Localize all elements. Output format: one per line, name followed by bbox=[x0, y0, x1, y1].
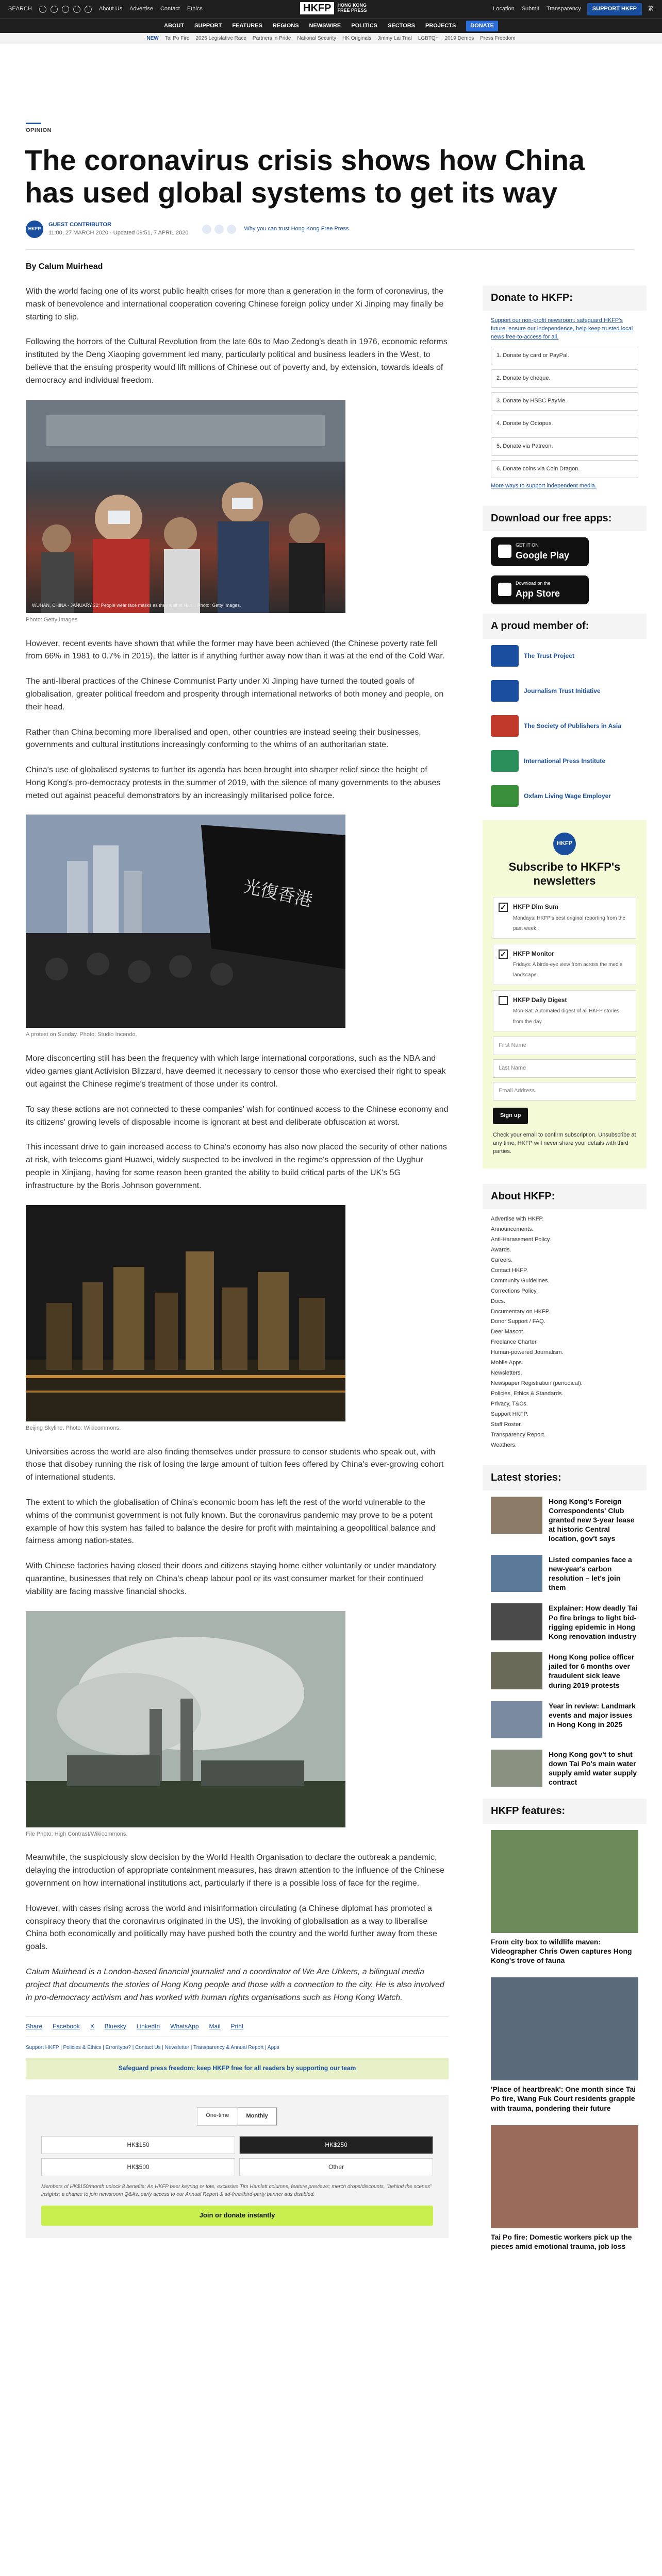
nav-item-regions[interactable]: REGIONS bbox=[272, 22, 299, 29]
article-author: By Calum Muirhead bbox=[26, 262, 103, 271]
topbar-link[interactable]: Advertise bbox=[129, 6, 153, 12]
newsletter-note: Check your email to confirm subscription. Unsubscribe at any time, HKFP will never share your details with third parties. bbox=[493, 1132, 636, 1155]
feature-story[interactable] bbox=[491, 2125, 638, 2251]
topbar-link[interactable]: Ethics bbox=[187, 6, 203, 12]
paragraph: Following the horrors of the Cultural Revolution from the late 60s to Mao Zedong's death in 1976, economic reforms instituted by the Deng Xiaoping government led many, particularly political and business leaders in the West, to believe that the ensuing prosperity would lift millions of Chinese out of poverty and, by extension, towards ideals of democracy and individual freedom. bbox=[26, 337, 448, 385]
trending-item[interactable]: Partners in Pride bbox=[252, 35, 291, 41]
about-list bbox=[491, 1215, 638, 1450]
policy-links[interactable]: Support HKFP | Policies & Ethics | Error/typo? | Contact Us | Newsletter | Transparency & Annual Report | Apps bbox=[26, 2044, 279, 2050]
google-play-icon bbox=[498, 545, 511, 558]
option-desc: Fridays: A birds-eye view from across the media landscape. bbox=[513, 961, 623, 978]
latest-story[interactable] bbox=[491, 1750, 638, 1787]
story-thumbnail bbox=[491, 1603, 542, 1640]
apple-icon bbox=[498, 583, 511, 596]
newsletter-option-dimsum[interactable] bbox=[493, 897, 636, 938]
linkedin-icon[interactable] bbox=[85, 6, 92, 13]
byline-share-icons bbox=[202, 225, 236, 234]
latest-story[interactable] bbox=[491, 1603, 638, 1641]
byline-author[interactable]: GUEST CONTRIBUTOR bbox=[48, 222, 112, 228]
monthly-option[interactable]: Monthly bbox=[238, 2108, 277, 2125]
photo-caption-overlay: WUHAN, CHINA - JANUARY 22: People wear face masks as they wait at Han... Photo: Getty Images. bbox=[32, 602, 241, 608]
about-item[interactable]: Transparency Report. bbox=[491, 1431, 545, 1438]
byline-date: 11:00, 27 MARCH 2020 · Updated 09:51, 7 APRIL 2020 bbox=[48, 230, 189, 236]
about-item[interactable]: Corrections Policy. bbox=[491, 1287, 538, 1294]
paragraph: To say these actions are not connected to these companies' wish for continued access to the Chinese economy and its citizens' growing levels of disposable income is ignorant at best and deliberate obfuscation at worst. bbox=[26, 1105, 449, 1127]
youtube-icon[interactable] bbox=[73, 6, 80, 13]
features-heading: HKFP features: bbox=[483, 1799, 647, 1824]
feature-image bbox=[491, 1830, 638, 1933]
share-bluesky[interactable]: Bluesky bbox=[104, 2023, 126, 2030]
trending-item[interactable]: LGBTQ+ bbox=[418, 35, 439, 41]
member-name: Journalism Trust Initiative bbox=[524, 687, 601, 694]
feature-image bbox=[491, 1977, 638, 2080]
option-desc: Mon-Sat: Automated digest of all HKFP stories from the day. bbox=[513, 1008, 620, 1025]
share-mail[interactable]: Mail bbox=[209, 2023, 221, 2030]
apps-heading: Download our free apps: bbox=[483, 506, 647, 531]
facebook-icon[interactable] bbox=[202, 225, 211, 234]
about-item[interactable]: Advertise with HKFP. bbox=[491, 1216, 544, 1223]
nav-item-sectors[interactable]: SECTORS bbox=[388, 22, 415, 29]
trending-item[interactable]: Jimmy Lai Trial bbox=[377, 35, 412, 41]
support-strip[interactable]: Safeguard press freedom; keep HKFP free for all readers by supporting our team bbox=[26, 2058, 449, 2079]
feature-title: 'Place of heartbreak': One month since Tai Po fire, Wang Fuk Court residents grapple with trauma, pondering their future bbox=[491, 2085, 636, 2112]
paragraph: Meanwhile, the suspiciously slow decision by the World Health Organisation to declare the outbreak a pandemic, delaying the introduction of appropriate containment measures, has drawn attention to the influence of the Chinese government on how international institutions act, particularly if there is a possible loss of face for the regime. bbox=[26, 1853, 445, 1888]
google-play-label: Google Play bbox=[516, 550, 570, 561]
photo-caption: Beijing Skyline. Photo: Wikicommons. bbox=[26, 1425, 121, 1431]
app-store-button[interactable] bbox=[491, 575, 589, 604]
story-thumbnail bbox=[491, 1652, 542, 1689]
crowd-illustration bbox=[26, 400, 345, 613]
oxfam-logo bbox=[491, 785, 519, 807]
paragraph: This incessant drive to gain increased access to China's economy has also now placed the security of other nations at risk, with telecoms giant Huawei, widely suspected to be involved in the regime's oppression of the Uyghur people in Xinjiang, having for some reason been granted the ability to build critical parts of the UK's 5G infrastructure by the Boris Johnson government. bbox=[26, 1143, 447, 1190]
story-title: Hong Kong police officer jailed for 6 months over fraudulent sick leave during 2019 protests bbox=[549, 1653, 635, 1689]
share-facebook[interactable]: Facebook bbox=[53, 2023, 80, 2030]
story-thumbnail bbox=[491, 1750, 542, 1787]
about-item[interactable]: Contact HKFP. bbox=[491, 1267, 528, 1274]
paragraph: Calum Muirhead is a London-based financial journalist and a coordinator of We Are Uhkers, a bilingual media project that documents the stories of Hong Kong people and those with a connection to the city. He is also involved in pro-democracy activism and has worked with human rights organisations such as Hong Kong Watch. bbox=[26, 1968, 444, 2002]
share-linkedin[interactable]: LinkedIn bbox=[136, 2023, 160, 2030]
story-title: Listed companies face a new-year's carbon resolution – let's join them bbox=[549, 1555, 632, 1592]
nav-item-newswire[interactable]: NEWSWIRE bbox=[309, 22, 341, 29]
member-ipi[interactable] bbox=[491, 750, 638, 772]
x-icon[interactable] bbox=[214, 225, 224, 234]
feature-title: Tai Po fire: Domestic workers pick up the pieces amid emotional trauma, job loss bbox=[491, 2232, 632, 2250]
trending-item[interactable]: National Security bbox=[297, 35, 336, 41]
latest-story[interactable] bbox=[491, 1652, 638, 1690]
trust-project-logo bbox=[491, 645, 519, 667]
sidebar bbox=[483, 285, 647, 2263]
article-photo-protest bbox=[26, 815, 345, 1028]
trending-item[interactable]: 2019 Demos bbox=[444, 35, 474, 41]
option-title: HKFP Monitor bbox=[513, 950, 554, 957]
story-thumbnail bbox=[491, 1701, 542, 1738]
logo-line2: FREE PRESS bbox=[337, 8, 367, 13]
story-title: Explainer: How deadly Tai Po fire brings to light bid-rigging epidemic in Hong Kong renovation industry bbox=[549, 1604, 638, 1640]
membership-note: Members of HK$150/month unlock 8 benefits: An HKFP beer keyring or tote, exclusive Tim Hamlett columns, feature previews; merch drops/discounts, "behind the scenes" insights; a chance to join newsroom Q&As, early access to our Annual Report & ad-free/third-party banner ads disabled. bbox=[41, 2184, 432, 2197]
paragraph: With Chinese factories having closed their doors and citizens staying home either voluntarily or under mandatory quarantine, businesses that rely on China's cheap labour pool or its vast consumer market for their continued viability are facing massive financial shocks. bbox=[26, 1562, 436, 1596]
nav-donate-button[interactable]: DONATE bbox=[466, 21, 498, 32]
newsletter-badge: HKFP bbox=[553, 833, 576, 855]
about-item[interactable]: Newsletters. bbox=[491, 1370, 522, 1377]
feature-story[interactable] bbox=[491, 1977, 638, 2113]
facebook-icon[interactable] bbox=[39, 6, 46, 13]
frequency-toggle bbox=[197, 2107, 277, 2126]
story-title: Year in review: Landmark events and major issues in Hong Kong in 2025 bbox=[549, 1701, 636, 1729]
pay-option-octopus[interactable]: 4. Donate by Octopus. bbox=[491, 415, 638, 433]
nav-item-support[interactable]: SUPPORT bbox=[194, 22, 222, 29]
article-photo-wuhan-station bbox=[26, 400, 345, 613]
trending-item[interactable]: Press Freedom bbox=[480, 35, 516, 41]
about-item[interactable]: Newspaper Registration (periodical). bbox=[491, 1380, 583, 1387]
article-title: The coronavirus crisis shows how China has used global systems to get its way bbox=[25, 144, 585, 209]
google-play-small: GET IT ON bbox=[516, 542, 539, 548]
nav-item-about[interactable]: ABOUT bbox=[164, 22, 185, 29]
member-oxfam[interactable] bbox=[491, 785, 638, 807]
photo-caption: File Photo: High Contrast/Wikicommons. bbox=[26, 1831, 128, 1837]
paragraph: Rather than China becoming more liberalised and open, other countries are instead seeing their businesses, governments and cultural institutions increasingly conforming to the whims of an authoritarian state. bbox=[26, 727, 421, 750]
signup-button[interactable]: Sign up bbox=[493, 1108, 528, 1124]
article-body bbox=[26, 285, 449, 2238]
about-item[interactable]: Announcements. bbox=[491, 1226, 534, 1233]
pay-option-cheque[interactable]: 2. Donate by cheque. bbox=[491, 369, 638, 388]
checkbox-checked[interactable] bbox=[499, 903, 508, 912]
share-print[interactable]: Print bbox=[230, 2023, 244, 2030]
trending-item[interactable]: Tai Po Fire bbox=[164, 35, 190, 41]
one-time-option[interactable]: One-time bbox=[197, 2108, 237, 2125]
author-avatar: HKFP bbox=[26, 221, 43, 238]
jti-logo bbox=[491, 680, 519, 702]
share-bar bbox=[26, 2016, 449, 2037]
member-name: The Society of Publishers in Asia bbox=[524, 722, 621, 730]
member-name: The Trust Project bbox=[524, 652, 575, 659]
member-name: Oxfam Living Wage Employer bbox=[524, 792, 611, 800]
paragraph: However, with cases rising across the world and misinformation circulating (a Chinese diplomat has promoted a conspiracy theory that the coronavirus originated in the US), the invoking of globalisation as a way to liberalise China both economically and politically may have pushed both the country and the world further away from these goals. bbox=[26, 1904, 437, 1952]
skyline-illustration bbox=[26, 1205, 345, 1421]
main-nav bbox=[0, 19, 662, 33]
nav-item-projects[interactable]: PROJECTS bbox=[425, 22, 456, 29]
feature-title: From city box to wildlife maven: Videographer Chris Owen captures Hong Kong's trove of fauna bbox=[491, 1937, 632, 1964]
about-item[interactable]: Docs. bbox=[491, 1298, 506, 1304]
protest-illustration bbox=[26, 815, 345, 1028]
about-heading: About HKFP: bbox=[483, 1184, 647, 1209]
amount-option[interactable]: HK$150 bbox=[41, 2136, 235, 2154]
about-item[interactable]: Policies, Ethics & Standards. bbox=[491, 1391, 564, 1397]
ipi-logo bbox=[491, 750, 519, 772]
amount-option-selected[interactable]: HK$250 bbox=[239, 2136, 433, 2154]
logo-line1: HONG KONG bbox=[337, 3, 367, 8]
trending-label: NEW bbox=[146, 35, 159, 41]
article-kicker[interactable]: OPINION bbox=[26, 127, 52, 133]
topbar-link[interactable]: Transparency bbox=[546, 6, 581, 12]
hkfp-logo[interactable] bbox=[300, 2, 367, 14]
paragraph: With the world facing one of its worst public health crises for more than a generation in the form of coronavirus, the mask of benevolence and international cooperation covering Chinese foreign policy under Xi Jinping may finally be starting to slip. bbox=[26, 287, 444, 321]
share-label: Share bbox=[26, 2023, 43, 2030]
byline-meta bbox=[48, 221, 189, 238]
language-toggle[interactable]: 繁 bbox=[648, 6, 654, 12]
more-ways-link[interactable]: More ways to support independent media. bbox=[491, 483, 597, 489]
option-title: HKFP Daily Digest bbox=[513, 996, 567, 1004]
member-name: International Press Institute bbox=[524, 757, 606, 765]
story-title: Hong Kong gov't to shut down Tai Po's main water supply amid water supply contract bbox=[549, 1750, 637, 1787]
amount-option[interactable]: HK$500 bbox=[41, 2158, 235, 2176]
topbar-link[interactable]: About Us bbox=[98, 6, 123, 12]
member-trust-project[interactable] bbox=[491, 645, 638, 667]
feature-story[interactable] bbox=[491, 1830, 638, 1965]
paragraph: More disconcerting still has been the frequency with which large international corporations, such as the NBA and video games giant Activision Blizzard, have deemed it necessary to censor those who exercised their right to speak out against the Chinese regime's treatment of those under its control. bbox=[26, 1054, 446, 1089]
factory-illustration bbox=[26, 1611, 345, 1827]
support-hkfp-button[interactable]: SUPPORT HKFP bbox=[587, 3, 642, 15]
checkbox-checked[interactable] bbox=[499, 950, 508, 959]
about-item[interactable]: Weathers. bbox=[491, 1442, 517, 1448]
topbar-link[interactable]: Submit bbox=[521, 6, 539, 12]
about-item[interactable]: Donor Support / FAQ. bbox=[491, 1318, 545, 1325]
paragraph: The anti-liberal practices of the Chinese Communist Party under Xi Jinping have turned the touted goals of globalisation, greater political freedom and prosperity through international networks of both money and people, on their head. bbox=[26, 677, 444, 711]
article-photo-beijing-skyline bbox=[26, 1205, 345, 1421]
app-store-small: Download on the bbox=[516, 580, 551, 586]
story-thumbnail bbox=[491, 1555, 542, 1592]
last-name-input[interactable]: Last Name bbox=[493, 1059, 636, 1078]
topbar-link[interactable]: Location bbox=[493, 6, 515, 12]
article-photo-factory bbox=[26, 1611, 345, 1827]
share-whatsapp[interactable]: WhatsApp bbox=[170, 2023, 199, 2030]
about-item[interactable]: Human-powered Journalism. bbox=[491, 1349, 564, 1356]
donate-intro-link[interactable]: Support our non-profit newsroom: safeguard HKFP's future, ensure our independence, help keep trusted local news free-to-access for all. bbox=[491, 317, 633, 340]
svg-text:光復香港: 光復香港 bbox=[241, 876, 315, 911]
newsletter-title: Subscribe to HKFP's newsletters bbox=[508, 860, 621, 887]
trending-bar bbox=[0, 33, 662, 44]
about-item[interactable]: Support HKFP. bbox=[491, 1411, 528, 1417]
social-icons bbox=[39, 6, 92, 13]
pay-option-patreon[interactable]: 5. Donate via Patreon. bbox=[491, 437, 638, 456]
logo-text bbox=[337, 3, 367, 13]
x-icon[interactable] bbox=[51, 6, 58, 13]
about-item[interactable]: Mobile Apps. bbox=[491, 1360, 523, 1366]
member-jti[interactable] bbox=[491, 680, 638, 702]
pay-option-coins[interactable]: 6. Donate coins via Coin Dragon. bbox=[491, 460, 638, 479]
nav-item-features[interactable]: FEATURES bbox=[232, 22, 262, 29]
latest-story[interactable] bbox=[491, 1555, 638, 1592]
about-item[interactable]: Deer Mascot. bbox=[491, 1329, 525, 1335]
share-icon[interactable] bbox=[227, 225, 236, 234]
trending-item[interactable]: 2025 Legislative Race bbox=[195, 35, 246, 41]
sopa-logo bbox=[491, 715, 519, 737]
amount-option-other[interactable]: Other bbox=[239, 2158, 433, 2176]
photo-caption: A protest on Sunday. Photo: Studio Incendo. bbox=[26, 1031, 137, 1038]
trending-item[interactable]: HK Originals bbox=[342, 35, 372, 41]
nav-item-politics[interactable]: POLITICS bbox=[351, 22, 378, 29]
about-item[interactable]: Careers. bbox=[491, 1257, 513, 1263]
latest-heading: Latest stories: bbox=[483, 1465, 647, 1490]
about-item[interactable]: Documentary on HKFP. bbox=[491, 1308, 550, 1315]
google-play-button[interactable] bbox=[491, 537, 589, 566]
join-donate-button[interactable]: Join or donate instantly bbox=[41, 2206, 433, 2226]
feature-image bbox=[491, 2125, 638, 2228]
story-thumbnail bbox=[491, 1497, 542, 1534]
donate-widget bbox=[26, 2095, 449, 2239]
topbar-link[interactable]: Contact bbox=[160, 6, 180, 12]
pay-option-payme[interactable]: 3. Donate by HSBC PayMe. bbox=[491, 392, 638, 411]
first-name-input[interactable]: First Name bbox=[493, 1037, 636, 1055]
share-x[interactable]: X bbox=[90, 2023, 94, 2030]
instagram-icon[interactable] bbox=[62, 6, 69, 13]
byline bbox=[26, 221, 634, 250]
trust-link[interactable]: Why you can trust Hong Kong Free Press bbox=[244, 226, 349, 232]
pay-option-card[interactable]: 1. Donate by card or PayPal. bbox=[491, 347, 638, 365]
member-heading: A proud member of: bbox=[483, 614, 647, 639]
latest-story[interactable] bbox=[491, 1701, 638, 1738]
about-item[interactable]: Privacy, T&Cs. bbox=[491, 1400, 528, 1407]
donate-intro bbox=[491, 317, 638, 342]
photo-credit: Photo: Getty Images bbox=[26, 616, 78, 623]
member-sopa[interactable] bbox=[491, 715, 638, 737]
story-title: Hong Kong's Foreign Correspondents' Club granted new 3-year lease at historic Central location, gov't says bbox=[549, 1497, 635, 1543]
option-desc: Mondays: HKFP's best original reporting from the past week. bbox=[513, 915, 626, 932]
paragraph: The extent to which the globalisation of China's economic boom has left the rest of the world vulnerable to the whims of the communist government is not fully known. But the coronavirus pandemic may prove to be a potent example of how this system has failed to balance the desire for profit with maintaining a geopolitical balance and fairness among nation-states. bbox=[26, 1498, 436, 1546]
paragraph: However, recent events have shown that while the former may have been achieved (the Chinese poverty rate fell from 66% in 1981 to 0.7% in 2015), the latter is if anything further away now than it was at the end of the Cold War. bbox=[26, 639, 445, 661]
search-link[interactable]: SEARCH bbox=[8, 6, 32, 12]
about-item[interactable]: Community Guidelines. bbox=[491, 1277, 550, 1284]
paragraph: Universities across the world are also finding themselves under pressure to censor students who speak out, with those that disobey running the risk of losing the large amount of tuition fees offered by China's ever-growing cohort of international students. bbox=[26, 1447, 444, 1482]
option-title: HKFP Dim Sum bbox=[513, 903, 558, 911]
about-item[interactable]: Awards. bbox=[491, 1246, 511, 1253]
about-item[interactable]: Staff Roster. bbox=[491, 1421, 522, 1428]
kicker-rule bbox=[26, 123, 41, 124]
amount-options bbox=[41, 2136, 433, 2177]
donate-heading: Donate to HKFP: bbox=[483, 285, 647, 311]
newsletter-option-digest[interactable] bbox=[493, 990, 636, 1031]
logo-box: HKFP bbox=[300, 2, 334, 14]
latest-story[interactable] bbox=[491, 1497, 638, 1544]
top-bar bbox=[0, 0, 662, 19]
email-input[interactable]: Email Address bbox=[493, 1082, 636, 1100]
newsletter-option-monitor[interactable] bbox=[493, 944, 636, 985]
about-item[interactable]: Freelance Charter. bbox=[491, 1339, 538, 1346]
paragraph: China's use of globalised systems to further its agenda has been brought into sharper relief since the height of Hong Kong's pro-democracy protests in the summer of 2019, with the silence of many governments to the abuses meted out against peaceful demonstrators by an increasingly militarised police force. bbox=[26, 766, 441, 800]
newsletter-box bbox=[483, 820, 647, 1168]
app-store-label: App Store bbox=[516, 588, 560, 599]
about-item[interactable]: Anti-Harassment Policy. bbox=[491, 1236, 551, 1243]
checkbox-unchecked[interactable] bbox=[499, 996, 508, 1005]
